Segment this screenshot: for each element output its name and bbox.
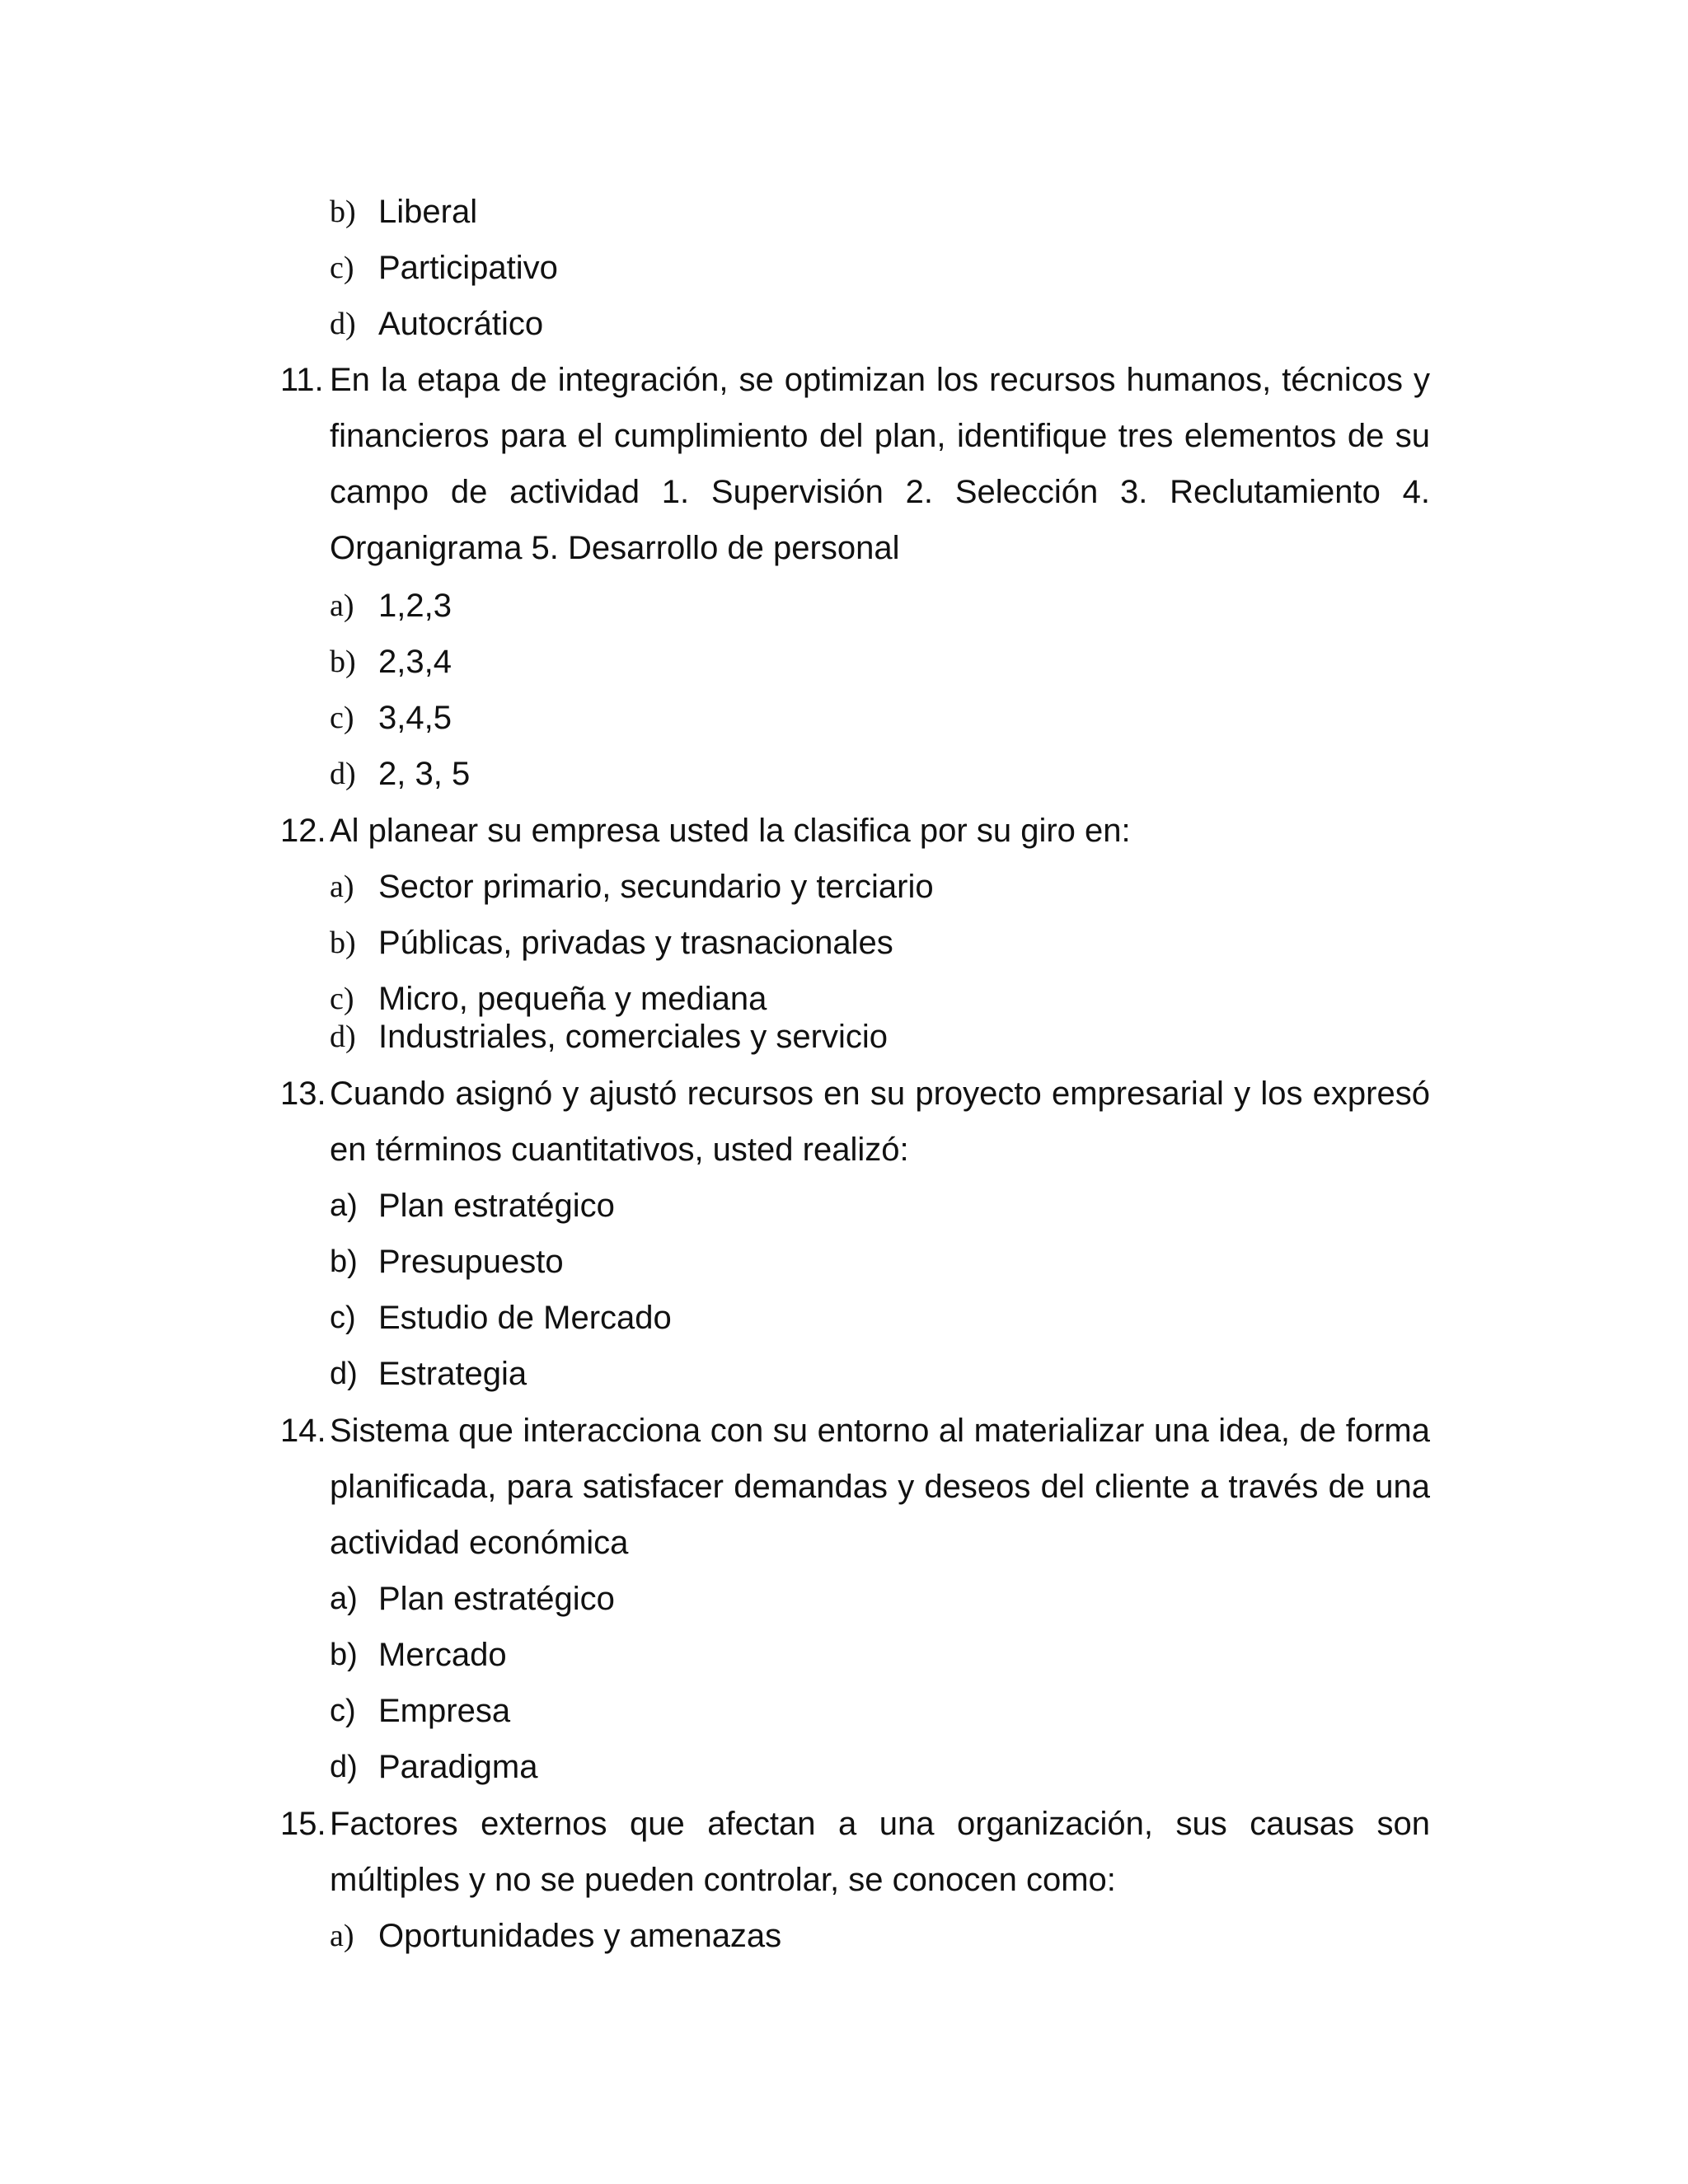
option-text: Presupuesto xyxy=(378,1244,564,1280)
question-text-line: Organigrama 5. Desarrollo de personal xyxy=(330,530,900,566)
option-letter: c) xyxy=(330,251,354,285)
option-letter: d) xyxy=(330,1019,356,1054)
option-text: Estudio de Mercado xyxy=(378,1300,672,1336)
option-text: 1,2,3 xyxy=(378,588,452,624)
option-text: Públicas, privadas y trasnacionales xyxy=(378,925,893,961)
question-text-line: campo de actividad 1. Supervisión 2. Selección 3. Reclutamiento 4. xyxy=(330,474,1430,510)
option-text: Industriales, comerciales y servicio xyxy=(378,1019,888,1055)
question-text-line: Sistema que interacciona con su entorno al materializar una idea, de forma xyxy=(330,1413,1430,1449)
question-15-line-2 xyxy=(0,1862,1688,1898)
question-14 xyxy=(0,1413,1688,1449)
question-text-line: En la etapa de integración, se optimizan los recursos humanos, técnicos y xyxy=(330,362,1430,398)
question-15 xyxy=(0,1806,1688,1842)
question-number: 13. xyxy=(280,1076,326,1112)
question-14-line-3 xyxy=(0,1525,1688,1561)
option-letter: b) xyxy=(330,644,356,679)
option-letter: b) xyxy=(330,1638,358,1672)
question-text-line: financieros para el cumplimiento del plan, identifique tres elementos de su xyxy=(330,418,1430,454)
question-text-line: múltiples y no se pueden controlar, se conocen como: xyxy=(330,1862,1116,1898)
option-text: Empresa xyxy=(378,1693,511,1729)
option-text: Participativo xyxy=(378,250,558,286)
option-text: Paradigma xyxy=(378,1749,538,1785)
option-text: 2, 3, 5 xyxy=(378,756,471,792)
option-text: 2,3,4 xyxy=(378,644,452,680)
question-text-line: Cuando asignó y ajustó recursos en su proyecto empresarial y los expresó xyxy=(330,1076,1430,1112)
question-14-line-2 xyxy=(0,1469,1688,1505)
question-11 xyxy=(0,362,1688,398)
option-letter: d) xyxy=(330,307,356,341)
option-text: Liberal xyxy=(378,194,478,230)
question-number: 12. xyxy=(280,813,326,849)
option-text: Micro, pequeña y mediana xyxy=(378,981,767,1017)
option-text: Sector primario, secundario y terciario xyxy=(378,869,934,905)
option-letter: d) xyxy=(330,757,356,791)
option-letter: a) xyxy=(330,1919,354,1953)
option-letter: c) xyxy=(330,1694,356,1728)
option-text: Autocrático xyxy=(378,306,544,342)
option-text: Oportunidades y amenazas xyxy=(378,1918,782,1954)
question-number: 15. xyxy=(280,1806,326,1842)
question-text-line: planificada, para satisfacer demandas y deseos del cliente a través de una xyxy=(330,1469,1430,1505)
question-text-line: actividad económica xyxy=(330,1525,629,1561)
option-letter: c) xyxy=(330,982,354,1016)
option-letter: a) xyxy=(330,588,354,623)
question-13 xyxy=(0,1076,1688,1112)
option-letter: b) xyxy=(330,926,356,960)
option-letter: c) xyxy=(330,701,354,735)
question-12 xyxy=(0,813,1688,849)
question-text-line: Factores externos que afectan a una organización, sus causas son xyxy=(330,1806,1430,1842)
question-11-line-2 xyxy=(0,418,1688,454)
question-text-line: Al planear su empresa usted la clasifica por su giro en: xyxy=(330,813,1131,849)
option-letter: c) xyxy=(330,1301,356,1335)
option-letter: a) xyxy=(330,869,354,904)
option-text: Plan estratégico xyxy=(378,1581,615,1617)
question-number: 14. xyxy=(280,1413,326,1449)
question-text-line: en términos cuantitativos, usted realizó: xyxy=(330,1132,909,1168)
option-letter: a) xyxy=(330,1582,358,1616)
option-letter: b) xyxy=(330,1244,358,1279)
option-letter: b) xyxy=(330,194,356,229)
question-13-line-2 xyxy=(0,1132,1688,1168)
option-letter: d) xyxy=(330,1750,358,1784)
option-text: Plan estratégico xyxy=(378,1188,615,1224)
option-text: 3,4,5 xyxy=(378,700,452,736)
question-11-line-3 xyxy=(0,474,1688,510)
option-letter: a) xyxy=(330,1188,358,1223)
question-11-line-4 xyxy=(0,530,1688,566)
option-letter: d) xyxy=(330,1357,358,1391)
option-text: Estrategia xyxy=(378,1356,528,1392)
question-number: 11. xyxy=(280,362,324,398)
option-text: Mercado xyxy=(378,1637,507,1673)
